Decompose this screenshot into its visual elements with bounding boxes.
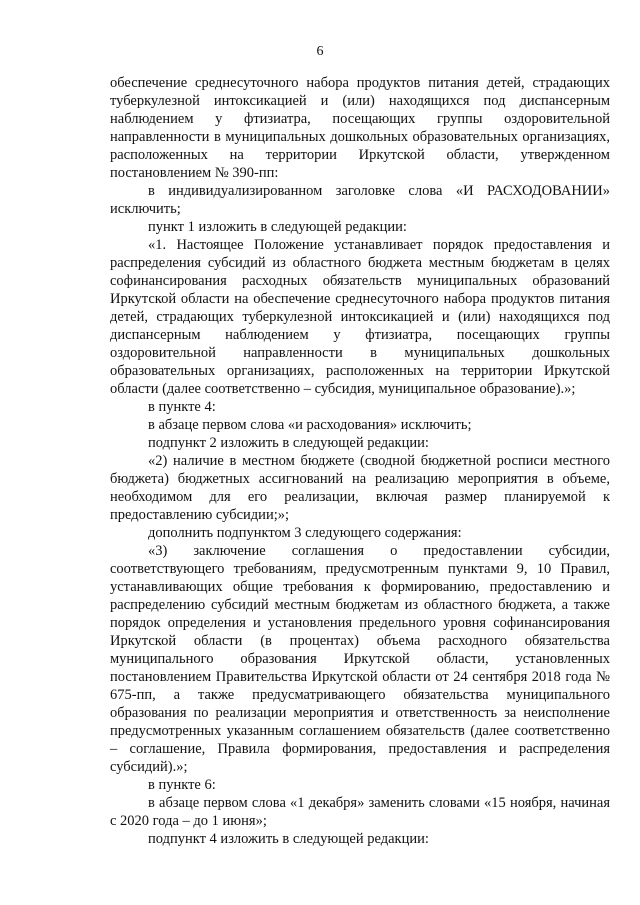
paragraph-subpoint3-add: дополнить подпунктом 3 следующего содержания:	[148, 525, 462, 541]
paragraph-point1-edit: пункт 1 изложить в следующей редакции:	[148, 219, 407, 235]
paragraph-point4-abzac: в абзаце первом слова «и расходования» исключить;	[148, 417, 472, 433]
paragraph-subpoint3-text: «3) заключение соглашения о предоставлении субсидии, соответствующего требованиям, предусмотренным пунктами 9, 10 Правил, устанавливающих общие требования к формированию, предоставлению и распределению субсидий местным бюджетам из областного бюджета, а также порядок определения и установления предельного уровня софинансирования Иркутской области (в процентах) объема расходного обязательства муниципального образования Иркутской области, установленных постановлением Правительства Иркутской области от 24 сентября 2018 года № 675-пп, а также предусматривающего обязательства муниципального образования по реализации мероприятия и ответственность за неисполнение предусмотренных указанным соглашением обязательств (далее соответственно – соглашение, Правила формирования, предоставления и распределения субсидий).»;	[110, 543, 610, 775]
paragraph-point4: в пункте 4:	[148, 399, 216, 415]
paragraph-intro: обеспечение среднесуточного набора продуктов питания детей, страдающих туберкулезной интоксикацией и (или) находящихся под диспансерным наблюдением у фтизиатра, посещающих группы оздоровительной направленности в муниципальных дошкольных образовательных организациях, расположенных на территории Иркутской области, утвержденном постановлением № 390-пп:	[110, 75, 610, 181]
paragraph-subpoint2-edit: подпункт 2 изложить в следующей редакции:	[148, 435, 429, 451]
paragraph-subpoint4-edit: подпункт 4 изложить в следующей редакции:	[148, 831, 429, 847]
paragraph-point6: в пункте 6:	[148, 777, 216, 793]
paragraph-subpoint2-text: «2) наличие в местном бюджете (сводной бюджетной росписи местного бюджета) бюджетных ассигнований на реализацию мероприятия в объеме, необходимом для его реализации, включая размер планируемой к предоставлению субсидии;»;	[110, 453, 610, 523]
paragraph-title-change: в индивидуализированном заголовке слова «И РАСХОДОВАНИИ» исключить;	[110, 183, 610, 217]
paragraph-point1-text: «1. Настоящее Положение устанавливает порядок предоставления и распределения субсидий из областного бюджета местным бюджетам в целях софинансирования расходных обязательств муниципальных образований Иркутской области на обеспечение среднесуточного набора продуктов питания детей, страдающих туберкулезной интоксикацией и (или) находящихся под диспансерным наблюдением у фтизиатра, посещающих группы оздоровительной направленности в муниципальных дошкольных образовательных организациях, расположенных на территории Иркутской области (далее соответственно – субсидия, муниципальное образование).»;	[110, 237, 610, 397]
page-number: 6	[316, 44, 324, 59]
document-body	[110, 74, 610, 848]
paragraph-point6-abzac: в абзаце первом слова «1 декабря» заменить словами «15 ноября, начиная с 2020 года – до 1 июня»;	[110, 795, 610, 829]
